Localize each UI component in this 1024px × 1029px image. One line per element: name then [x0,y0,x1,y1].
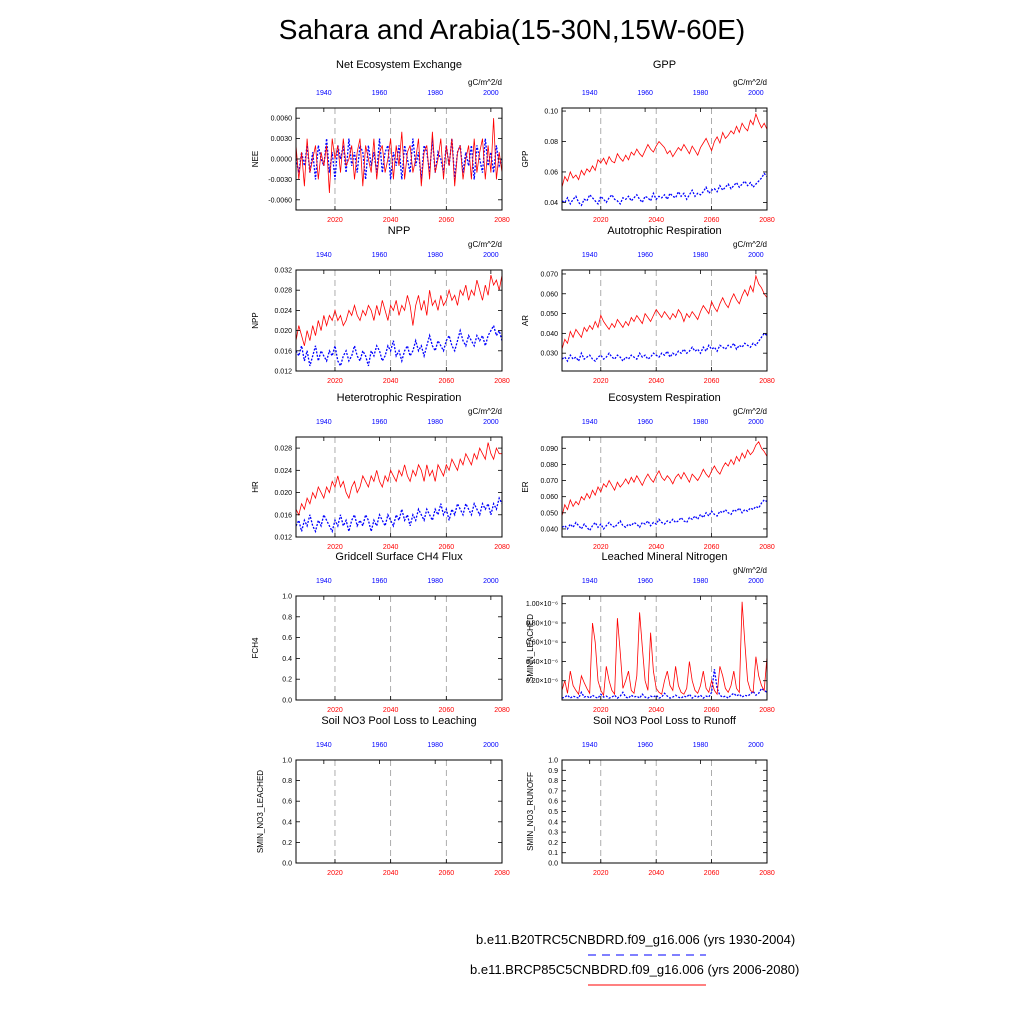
x-tick-label-top: 2000 [748,578,764,585]
y-tick-label: 0.8 [282,614,292,622]
x-tick-label-bottom: 2080 [759,870,775,877]
panel-1 [251,59,510,224]
x-tick-label-top: 1940 [316,578,332,585]
y-tick-label: 0.08 [544,138,558,146]
series-future [296,118,502,193]
x-tick-label-bottom: 2020 [592,544,609,551]
x-tick-label-bottom: 2060 [703,544,720,551]
units-label: gC/m^2/d [468,78,502,87]
series-future [562,114,767,187]
series-historical [562,333,767,361]
x-tick-label-top: 1960 [637,252,653,259]
x-tick-label-bottom: 2060 [703,870,720,877]
x-tick-label-top: 1940 [316,419,332,426]
x-tick-label-top: 1940 [316,90,332,97]
x-tick-label-top: 1940 [581,252,598,259]
x-tick-label-bottom: 2020 [592,870,609,877]
y-tick-label: 0.8 [282,778,292,786]
units-label: gC/m^2/d [733,240,767,249]
x-tick-label-top: 2000 [483,742,499,749]
series-future [296,275,502,346]
y-axis-label: GPP [521,150,530,168]
x-tick-label-bottom: 2080 [494,217,510,224]
x-tick-label-top: 1960 [371,90,388,97]
y-tick-label: 0.2 [548,839,558,847]
panel-title: Gridcell Surface CH4 Flux [335,551,463,563]
x-tick-label-top: 1980 [427,742,443,749]
series-historical [562,500,767,531]
y-axis-label: SMIN_NO3_LEACHED [256,769,265,854]
y-tick-label: 0.20×10⁻⁶ [525,678,558,686]
y-axis-label: HR [251,481,260,493]
panel-title: Leached Mineral Nitrogen [601,551,728,563]
x-tick-label-top: 1980 [692,578,709,585]
y-tick-label: 0.016 [274,348,292,356]
y-tick-label: 0.040 [540,330,558,338]
x-tick-label-bottom: 2020 [327,217,343,224]
y-axis-label: SMINN_LEACHED [526,613,535,683]
x-tick-label-top: 1960 [371,578,388,585]
y-tick-label: 0.4 [282,819,292,827]
x-tick-label-bottom: 2080 [759,707,775,714]
y-axis-label: FCH4 [251,637,260,659]
y-tick-label: -0.0030 [268,176,292,184]
series-future [562,276,767,349]
panel-3 [251,225,510,385]
x-tick-label-bottom: 2080 [759,378,775,385]
x-tick-label-top: 2000 [748,252,764,259]
y-tick-label: 0.6 [548,798,558,806]
x-tick-label-top: 1980 [692,742,709,749]
x-tick-label-top: 2000 [483,578,499,585]
x-tick-label-bottom: 2080 [494,707,510,714]
y-tick-label: 0.020 [274,328,292,336]
y-tick-label: -0.0060 [268,197,292,205]
y-tick-label: 0.10 [544,108,558,116]
y-tick-label: 0.0 [548,860,558,868]
panel-title: Soil NO3 Pool Loss to Runoff [593,715,736,727]
plot-frame [296,270,502,371]
y-tick-label: 0.040 [540,526,558,534]
x-tick-label-top: 1980 [692,252,709,259]
x-tick-label-top: 1960 [371,742,388,749]
x-tick-label-top: 1960 [637,742,653,749]
y-tick-label: 0.016 [274,512,292,520]
units-label: gC/m^2/d [733,78,767,87]
x-tick-label-top: 2000 [483,419,499,426]
y-tick-label: 0.0 [282,697,292,705]
series-historical [296,326,502,366]
y-axis-label: NPP [251,312,260,329]
y-tick-label: 0.070 [540,478,558,486]
y-tick-label: 0.0 [282,860,292,868]
x-tick-label-top: 1940 [581,742,598,749]
y-tick-label: 0.012 [274,534,292,542]
x-tick-label-bottom: 2020 [327,870,343,877]
x-tick-label-top: 1980 [692,419,709,426]
x-tick-label-top: 1940 [581,90,598,97]
x-tick-label-bottom: 2040 [382,870,399,877]
x-tick-label-top: 2000 [748,90,764,97]
x-tick-label-bottom: 2040 [648,378,664,385]
y-tick-label: 0.7 [548,788,558,796]
x-tick-label-bottom: 2080 [494,870,510,877]
x-tick-label-top: 1940 [316,252,332,259]
y-tick-label: 0.024 [274,467,292,475]
panel-title: Autotrophic Respiration [607,225,722,237]
y-tick-label: 0.0000 [270,156,292,164]
plot-frame [562,760,767,863]
x-tick-label-top: 1940 [581,578,598,585]
x-tick-label-bottom: 2040 [382,378,399,385]
y-tick-label: 0.5 [548,809,558,816]
x-tick-label-bottom: 2040 [382,217,399,224]
units-label: gC/m^2/d [468,407,502,416]
x-tick-label-bottom: 2040 [648,870,664,877]
y-tick-label: 0.020 [274,490,292,498]
x-tick-label-bottom: 2060 [703,707,720,714]
y-tick-label: 0.6 [282,635,292,643]
y-tick-label: 0.028 [274,287,292,295]
x-tick-label-bottom: 2020 [327,544,343,551]
x-tick-label-top: 1960 [637,419,653,426]
series-historical [296,498,502,531]
x-tick-label-bottom: 2080 [759,217,775,224]
x-tick-label-bottom: 2080 [494,544,510,551]
y-tick-label: 0.028 [274,445,292,453]
y-tick-label: 0.9 [548,767,558,775]
series-historical [562,669,767,698]
x-tick-label-top: 1980 [427,419,443,426]
x-tick-label-top: 1960 [637,578,653,585]
y-tick-label: 0.012 [274,368,292,376]
x-tick-label-top: 1980 [427,90,443,97]
y-tick-label: 0.070 [540,271,558,279]
y-tick-label: 0.080 [540,461,558,469]
x-tick-label-top: 1980 [427,578,443,585]
panel-8 [526,551,775,714]
y-axis-label: AR [521,314,530,327]
panel-title: Ecosystem Respiration [608,392,721,404]
x-tick-label-top: 1940 [316,742,332,749]
units-label: gC/m^2/d [733,407,767,416]
x-tick-label-bottom: 2020 [592,707,609,714]
panel-title: Soil NO3 Pool Loss to Leaching [321,715,477,727]
legend-historical-label: b.e11.B20TRC5CNBDRD.f09_g16.006 (yrs 1930-2004) [476,932,796,947]
y-tick-label: 1.0 [548,757,558,765]
x-tick-label-top: 1940 [581,419,598,426]
x-tick-label-bottom: 2060 [438,378,455,385]
y-tick-label: 0.060 [540,291,558,299]
panel-title: GPP [652,59,677,71]
panel-4 [521,225,775,385]
x-tick-label-top: 2000 [483,90,499,97]
plot-frame [296,596,502,700]
x-tick-label-top: 1960 [371,419,388,426]
x-tick-label-bottom: 2040 [648,544,664,551]
y-tick-label: 0.032 [274,267,292,275]
panel-6 [521,392,775,551]
x-tick-label-bottom: 2060 [438,707,455,714]
y-tick-label: 0.090 [540,445,558,453]
units-label: gN/m^2/d [733,566,767,575]
plot-frame [296,108,502,210]
y-tick-label: 0.06 [544,169,558,177]
y-tick-label: 0.40×10⁻⁶ [525,658,558,666]
y-axis-label: NEE [251,150,260,168]
x-tick-label-bottom: 2080 [494,378,510,385]
x-tick-label-top: 1960 [637,90,653,97]
legend-future-label: b.e11.BRCP85C5CNBDRD.f09_g16.006 (yrs 2006-2080) [470,962,800,977]
y-tick-label: 0.050 [540,311,558,319]
x-tick-label-bottom: 2020 [592,217,609,224]
panel-7 [251,551,510,714]
y-tick-label: 0.4 [548,819,558,827]
x-tick-label-bottom: 2080 [759,544,775,551]
y-axis-label: SMIN_NO3_RUNOFF [526,772,535,851]
y-tick-label: 0.030 [540,350,558,358]
x-tick-label-top: 2000 [748,419,764,426]
x-tick-label-bottom: 2060 [703,378,720,385]
panel-title: Net Ecosystem Exchange [336,59,462,71]
y-tick-label: 0.04 [544,199,558,207]
panel-title: NPP [387,225,411,237]
y-tick-label: 0.2 [282,839,292,847]
y-tick-label: 0.050 [540,510,558,518]
y-tick-label: 0.8 [548,778,558,786]
main-title: Sahara and Arabia(15-30N,15W-60E) [278,14,746,45]
plot-frame [296,760,502,863]
y-tick-label: 0.60×10⁻⁶ [525,639,558,647]
x-tick-label-bottom: 2020 [327,378,343,385]
series-historical [562,174,767,206]
panel-2 [521,59,775,224]
x-tick-label-top: 2000 [748,742,764,749]
x-tick-label-bottom: 2040 [382,707,399,714]
y-tick-label: 0.80×10⁻⁶ [525,620,558,628]
y-tick-label: 0.0060 [270,115,292,123]
y-tick-label: 0.024 [274,307,292,315]
x-tick-label-bottom: 2060 [438,544,455,551]
x-tick-label-bottom: 2020 [327,707,343,714]
y-tick-label: 0.3 [548,829,558,837]
x-tick-label-bottom: 2020 [592,378,609,385]
series-future [296,443,502,515]
x-tick-label-top: 1980 [692,90,709,97]
x-tick-label-bottom: 2040 [648,707,664,714]
x-tick-label-top: 2000 [483,252,499,259]
x-tick-label-bottom: 2060 [438,870,455,877]
panel-5 [251,392,510,551]
x-tick-label-top: 1960 [371,252,388,259]
y-tick-label: 0.0030 [270,136,292,144]
units-label: gC/m^2/d [468,240,502,249]
y-tick-label: 1.00×10⁻⁶ [525,601,558,609]
y-tick-label: 1.0 [282,757,292,765]
y-tick-label: 0.2 [282,676,292,684]
x-tick-label-bottom: 2040 [382,544,399,551]
series-future [562,442,767,516]
x-tick-label-bottom: 2060 [438,217,455,224]
y-tick-label: 0.4 [282,655,292,663]
x-tick-label-bottom: 2060 [703,217,720,224]
y-tick-label: 0.6 [282,798,292,806]
panel-title: Heterotrophic Respiration [336,392,462,404]
y-tick-label: 0.060 [540,494,558,502]
x-tick-label-bottom: 2040 [648,217,664,224]
series-future [562,602,767,695]
panel-10 [526,715,775,877]
y-tick-label: 1.0 [282,593,292,601]
x-tick-label-top: 1980 [427,252,443,259]
y-tick-label: 0.1 [548,850,558,858]
panel-9 [256,715,510,877]
plot-frame [562,437,767,537]
y-axis-label: ER [521,481,530,493]
